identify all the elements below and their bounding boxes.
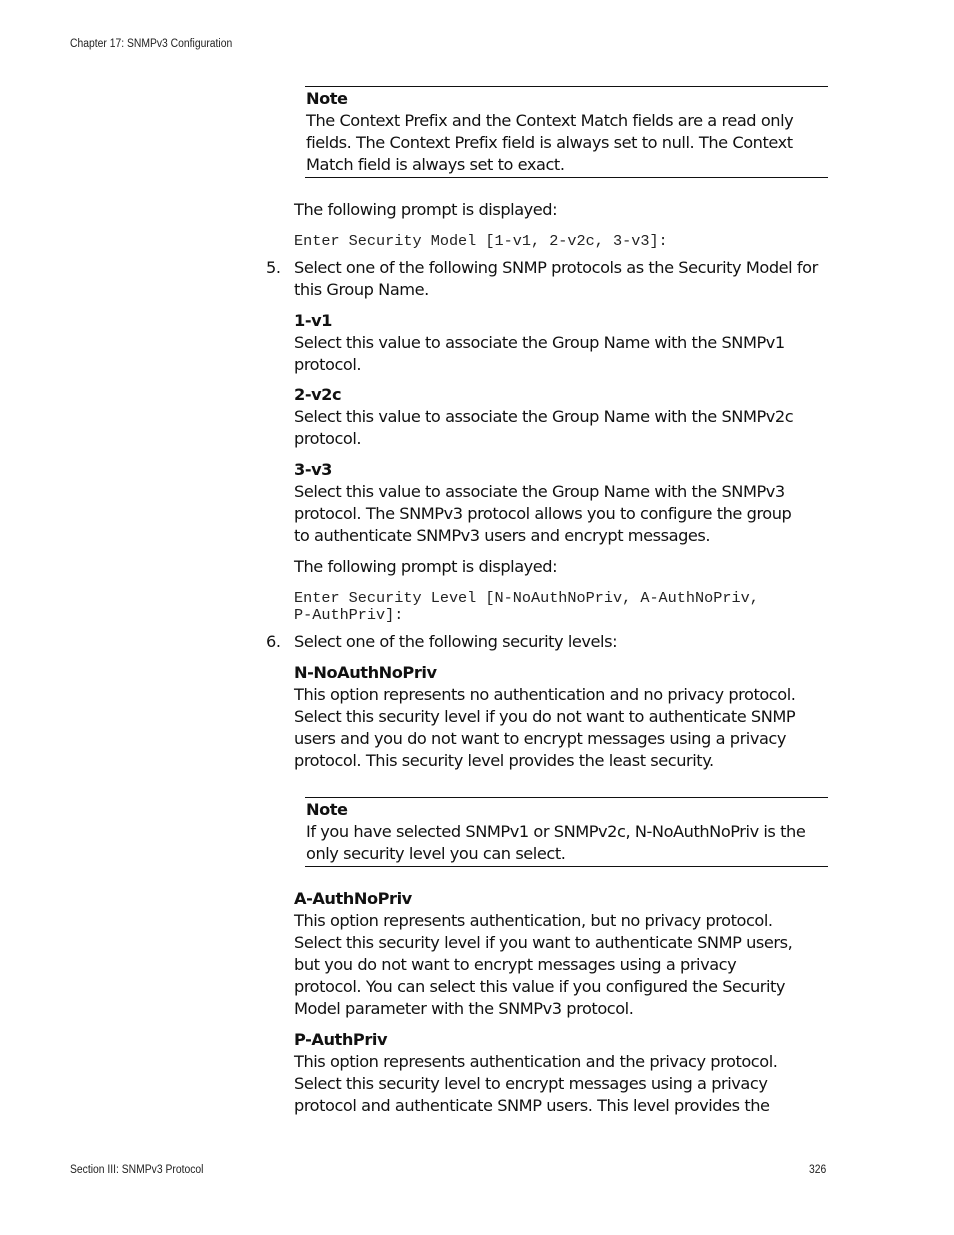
text-line: This option represents no authentication and no privacy protocol. [294,685,796,704]
definition-v2c [294,384,834,450]
term: P-AuthPriv [294,1030,388,1049]
note-line: The Context Prefix and the Context Match fields are a read only [306,111,794,130]
code-prompt: Enter Security Model [1-v1, 2-v2c, 3-v3]: [294,232,668,250]
term: 1-v1 [294,311,332,330]
text-line: Select one of the following SNMP protocols as the Security Model for [294,258,818,277]
text-line: to authenticate SNMPv3 users and encrypt messages. [294,526,711,545]
text-line: protocol. You can select this value if you configured the Security [294,977,786,996]
text-line: This option represents authentication, but no privacy protocol. [294,911,773,930]
definition-noauthnopriv [294,662,834,772]
definition-v3 [294,459,834,547]
running-footer-section: Section III: SNMPv3 Protocol [70,1164,204,1176]
note-box [305,86,828,178]
text-line: but you do not want to encrypt messages using a privacy [294,955,737,974]
definition-authnopriv [294,888,834,1020]
note-line: If you have selected SNMPv1 or SNMPv2c, N-NoAuthNoPriv is the [306,822,806,841]
text-line: protocol. This security level provides the least security. [294,751,714,770]
code-line: P-AuthPriv]: [294,606,404,624]
paragraph: The following prompt is displayed: [294,557,558,576]
paragraph: The following prompt is displayed: [294,200,558,219]
text-line: This option represents authentication and the privacy protocol. [294,1052,778,1071]
text-line: Select this security level if you do not want to authenticate SNMP [294,707,796,726]
note-box [305,797,828,867]
note-title: Note [306,89,348,108]
text-line: Select this value to associate the Group Name with the SNMPv2c [294,407,794,426]
running-header: Chapter 17: SNMPv3 Configuration [70,38,233,50]
step-number: 5. [266,258,281,277]
code-prompt [294,590,759,624]
step-text: Select one of the following security levels: [294,632,618,651]
step-number: 6. [266,632,281,651]
text-line: Select this security level to encrypt messages using a privacy [294,1074,768,1093]
note-line: only security level you can select. [306,844,566,863]
text-line: protocol. [294,429,362,448]
page-number: 326 [809,1164,827,1176]
text-line: users and you do not want to encrypt messages using a privacy [294,729,787,748]
term: 3-v3 [294,460,332,479]
code-line: Enter Security Level [N-NoAuthNoPriv, A-AuthNoPriv, [294,589,759,607]
note-line: Match field is always set to exact. [306,155,565,174]
text-line: Model parameter with the SNMPv3 protocol. [294,999,634,1018]
definition-v1 [294,310,834,376]
term: 2-v2c [294,385,342,404]
text-line: protocol. The SNMPv3 protocol allows you to configure the group [294,504,792,523]
definition-authpriv [294,1029,834,1117]
term: N-NoAuthNoPriv [294,663,437,682]
note-title: Note [306,800,348,819]
text-line: protocol. [294,355,362,374]
note-line: fields. The Context Prefix field is always set to null. The Context [306,133,793,152]
text-line: Select this security level if you want to authenticate SNMP users, [294,933,793,952]
text-line: this Group Name. [294,280,429,299]
text-line: protocol and authenticate SNMP users. This level provides the [294,1096,770,1115]
step-text [294,257,834,301]
text-line: Select this value to associate the Group Name with the SNMPv3 [294,482,785,501]
term: A-AuthNoPriv [294,889,412,908]
text-line: Select this value to associate the Group Name with the SNMPv1 [294,333,785,352]
